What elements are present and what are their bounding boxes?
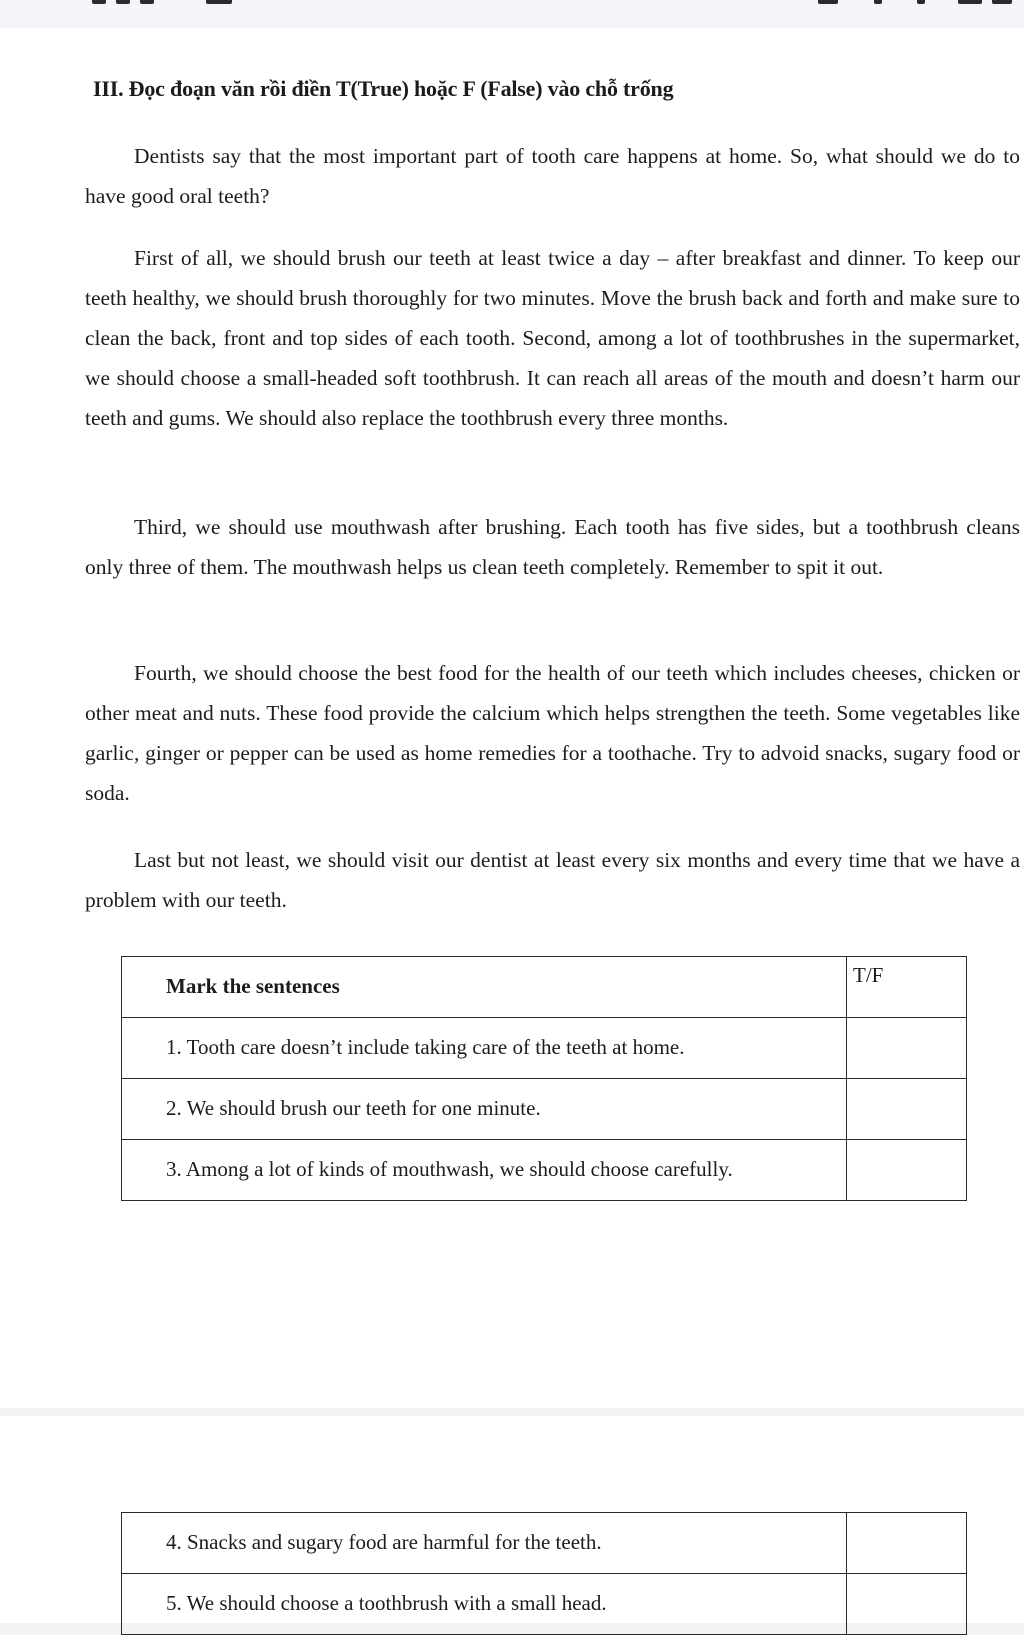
status-glyph bbox=[116, 0, 130, 4]
status-icon bbox=[992, 0, 1012, 4]
status-icon bbox=[206, 0, 232, 4]
true-false-table-continued bbox=[121, 1512, 967, 1635]
answer-cell[interactable] bbox=[847, 1513, 967, 1574]
status-glyph bbox=[140, 0, 154, 4]
paragraph-intro: Dentists say that the most important part of tooth care happens at home. So, what should we do to have good oral teeth? bbox=[85, 144, 1020, 208]
table-header-row bbox=[122, 957, 967, 1018]
status-bar-fragment bbox=[0, 0, 1024, 28]
table-row bbox=[122, 1513, 967, 1574]
answer-cell[interactable] bbox=[847, 1018, 967, 1079]
table-row bbox=[122, 1018, 967, 1079]
document-page-2 bbox=[0, 1416, 1024, 1623]
statement-text: 1. Tooth care doesn’t include taking care of the teeth at home. bbox=[122, 1018, 847, 1079]
table-row bbox=[122, 1079, 967, 1140]
answer-cell[interactable] bbox=[847, 1079, 967, 1140]
true-false-table bbox=[121, 956, 967, 1201]
statement-text: 5. We should choose a toothbrush with a small head. bbox=[122, 1574, 847, 1635]
statement-text: 2. We should brush our teeth for one minute. bbox=[122, 1079, 847, 1140]
exercise-heading: III. Đọc đoạn văn rồi điền T(True) hoặc F (False) vào chỗ trống bbox=[93, 76, 674, 101]
paragraph-mouthwash: Third, we should use mouthwash after brushing. Each tooth has five sides, but a toothbrush cleans only three of them. The mouthwash helps us clean teeth completely. Remember to spit it out. bbox=[85, 515, 1020, 579]
table-row bbox=[122, 1140, 967, 1201]
paragraph-dentist: Last but not least, we should visit our dentist at least every six months and every time that we have a problem with our teeth. bbox=[85, 848, 1020, 912]
statement-text: 3. Among a lot of kinds of mouthwash, we should choose carefully. bbox=[122, 1140, 847, 1201]
status-glyph bbox=[917, 0, 925, 4]
paragraph-food: Fourth, we should choose the best food for the health of our teeth which includes cheeses, chicken or other meat and nuts. These food provide the calcium which helps strengthen the teeth. Some vegetables like garlic, ginger or pepper can be used as home remedies for a toothache. Try to advoid snacks, sugary food or soda. bbox=[85, 661, 1020, 805]
more-icon bbox=[958, 0, 982, 4]
header-tf: T/F bbox=[847, 957, 967, 1018]
status-glyph bbox=[874, 0, 882, 4]
menu-icon bbox=[818, 0, 838, 4]
status-glyph bbox=[92, 0, 106, 4]
table-row bbox=[122, 1574, 967, 1635]
header-sentences: Mark the sentences bbox=[122, 957, 847, 1018]
answer-cell[interactable] bbox=[847, 1140, 967, 1201]
statement-text: 4. Snacks and sugary food are harmful for the teeth. bbox=[122, 1513, 847, 1574]
answer-cell[interactable] bbox=[847, 1574, 967, 1635]
paragraph-brushing: First of all, we should brush our teeth at least twice a day – after breakfast and dinner. To keep our teeth healthy, we should brush thoroughly for two minutes. Move the brush back and forth and make sure to clean the back, front and top sides of each tooth. Second, among a lot of toothbrushes in the supermarket, we should choose a small-headed soft toothbrush. It can reach all areas of the mouth and doesn’t harm our teeth and gums. We should also replace the toothbrush every three months. bbox=[85, 246, 1020, 430]
document-page-1 bbox=[0, 28, 1024, 1408]
